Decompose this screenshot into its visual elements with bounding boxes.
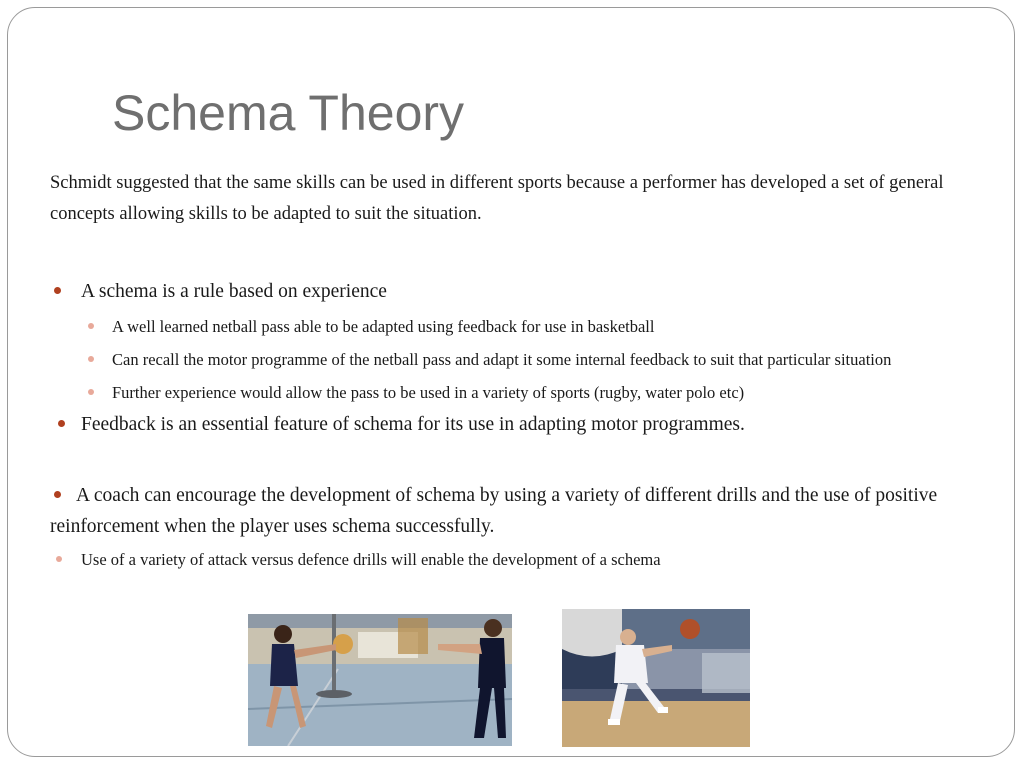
sub-bullet-text: A well learned netball pass able to be adapted using feedback for use in basketball: [112, 317, 655, 336]
bullet-list: [50, 276, 970, 573]
bullet-text: A coach can encourage the development of schema by using a variety of different drills and the use of positive reinforcement when the player uses schema successfully.: [50, 485, 938, 537]
sub-bullet-dot-icon: [88, 389, 94, 395]
sub-bullet-item: [50, 546, 970, 573]
netball-photo-illustration: [248, 614, 512, 746]
sub-bullet-item: [50, 346, 970, 373]
bullet-text: Feedback is an essential feature of schema for its use in adapting motor programmes.: [81, 414, 745, 435]
bullet-item: [50, 480, 970, 542]
bullet-dot-icon: [54, 491, 61, 498]
bullet-item: [50, 409, 970, 440]
netball-pass-photo: [248, 614, 512, 746]
bullet-dot-icon: [54, 287, 61, 294]
intro-paragraph: Schmidt suggested that the same skills can be used in different sports because a performer has developed a set of general concepts allowing skills to be adapted to suit the situation.: [50, 173, 944, 224]
slide-title: Schema Theory: [112, 85, 465, 141]
sub-bullet-item: [50, 379, 970, 406]
bullet-text: A schema is a rule based on experience: [81, 281, 387, 302]
sub-bullet-item: [50, 313, 970, 340]
sub-bullet-text: Can recall the motor programme of the netball pass and adapt it some internal feedback to suit that particular situation: [112, 350, 892, 369]
sub-bullet-dot-icon: [56, 556, 62, 562]
basketball-photo: [562, 609, 750, 747]
sub-bullet-text: Use of a variety of attack versus defence drills will enable the development of a schema: [81, 550, 661, 569]
bullet-item: [50, 276, 970, 307]
bullet-dot-icon: [58, 420, 65, 427]
sub-bullet-dot-icon: [88, 323, 94, 329]
basketball-photo-illustration: [562, 609, 750, 747]
sub-bullet-dot-icon: [88, 356, 94, 362]
sub-bullet-text: Further experience would allow the pass to be used in a variety of sports (rugby, water polo etc): [112, 383, 745, 402]
